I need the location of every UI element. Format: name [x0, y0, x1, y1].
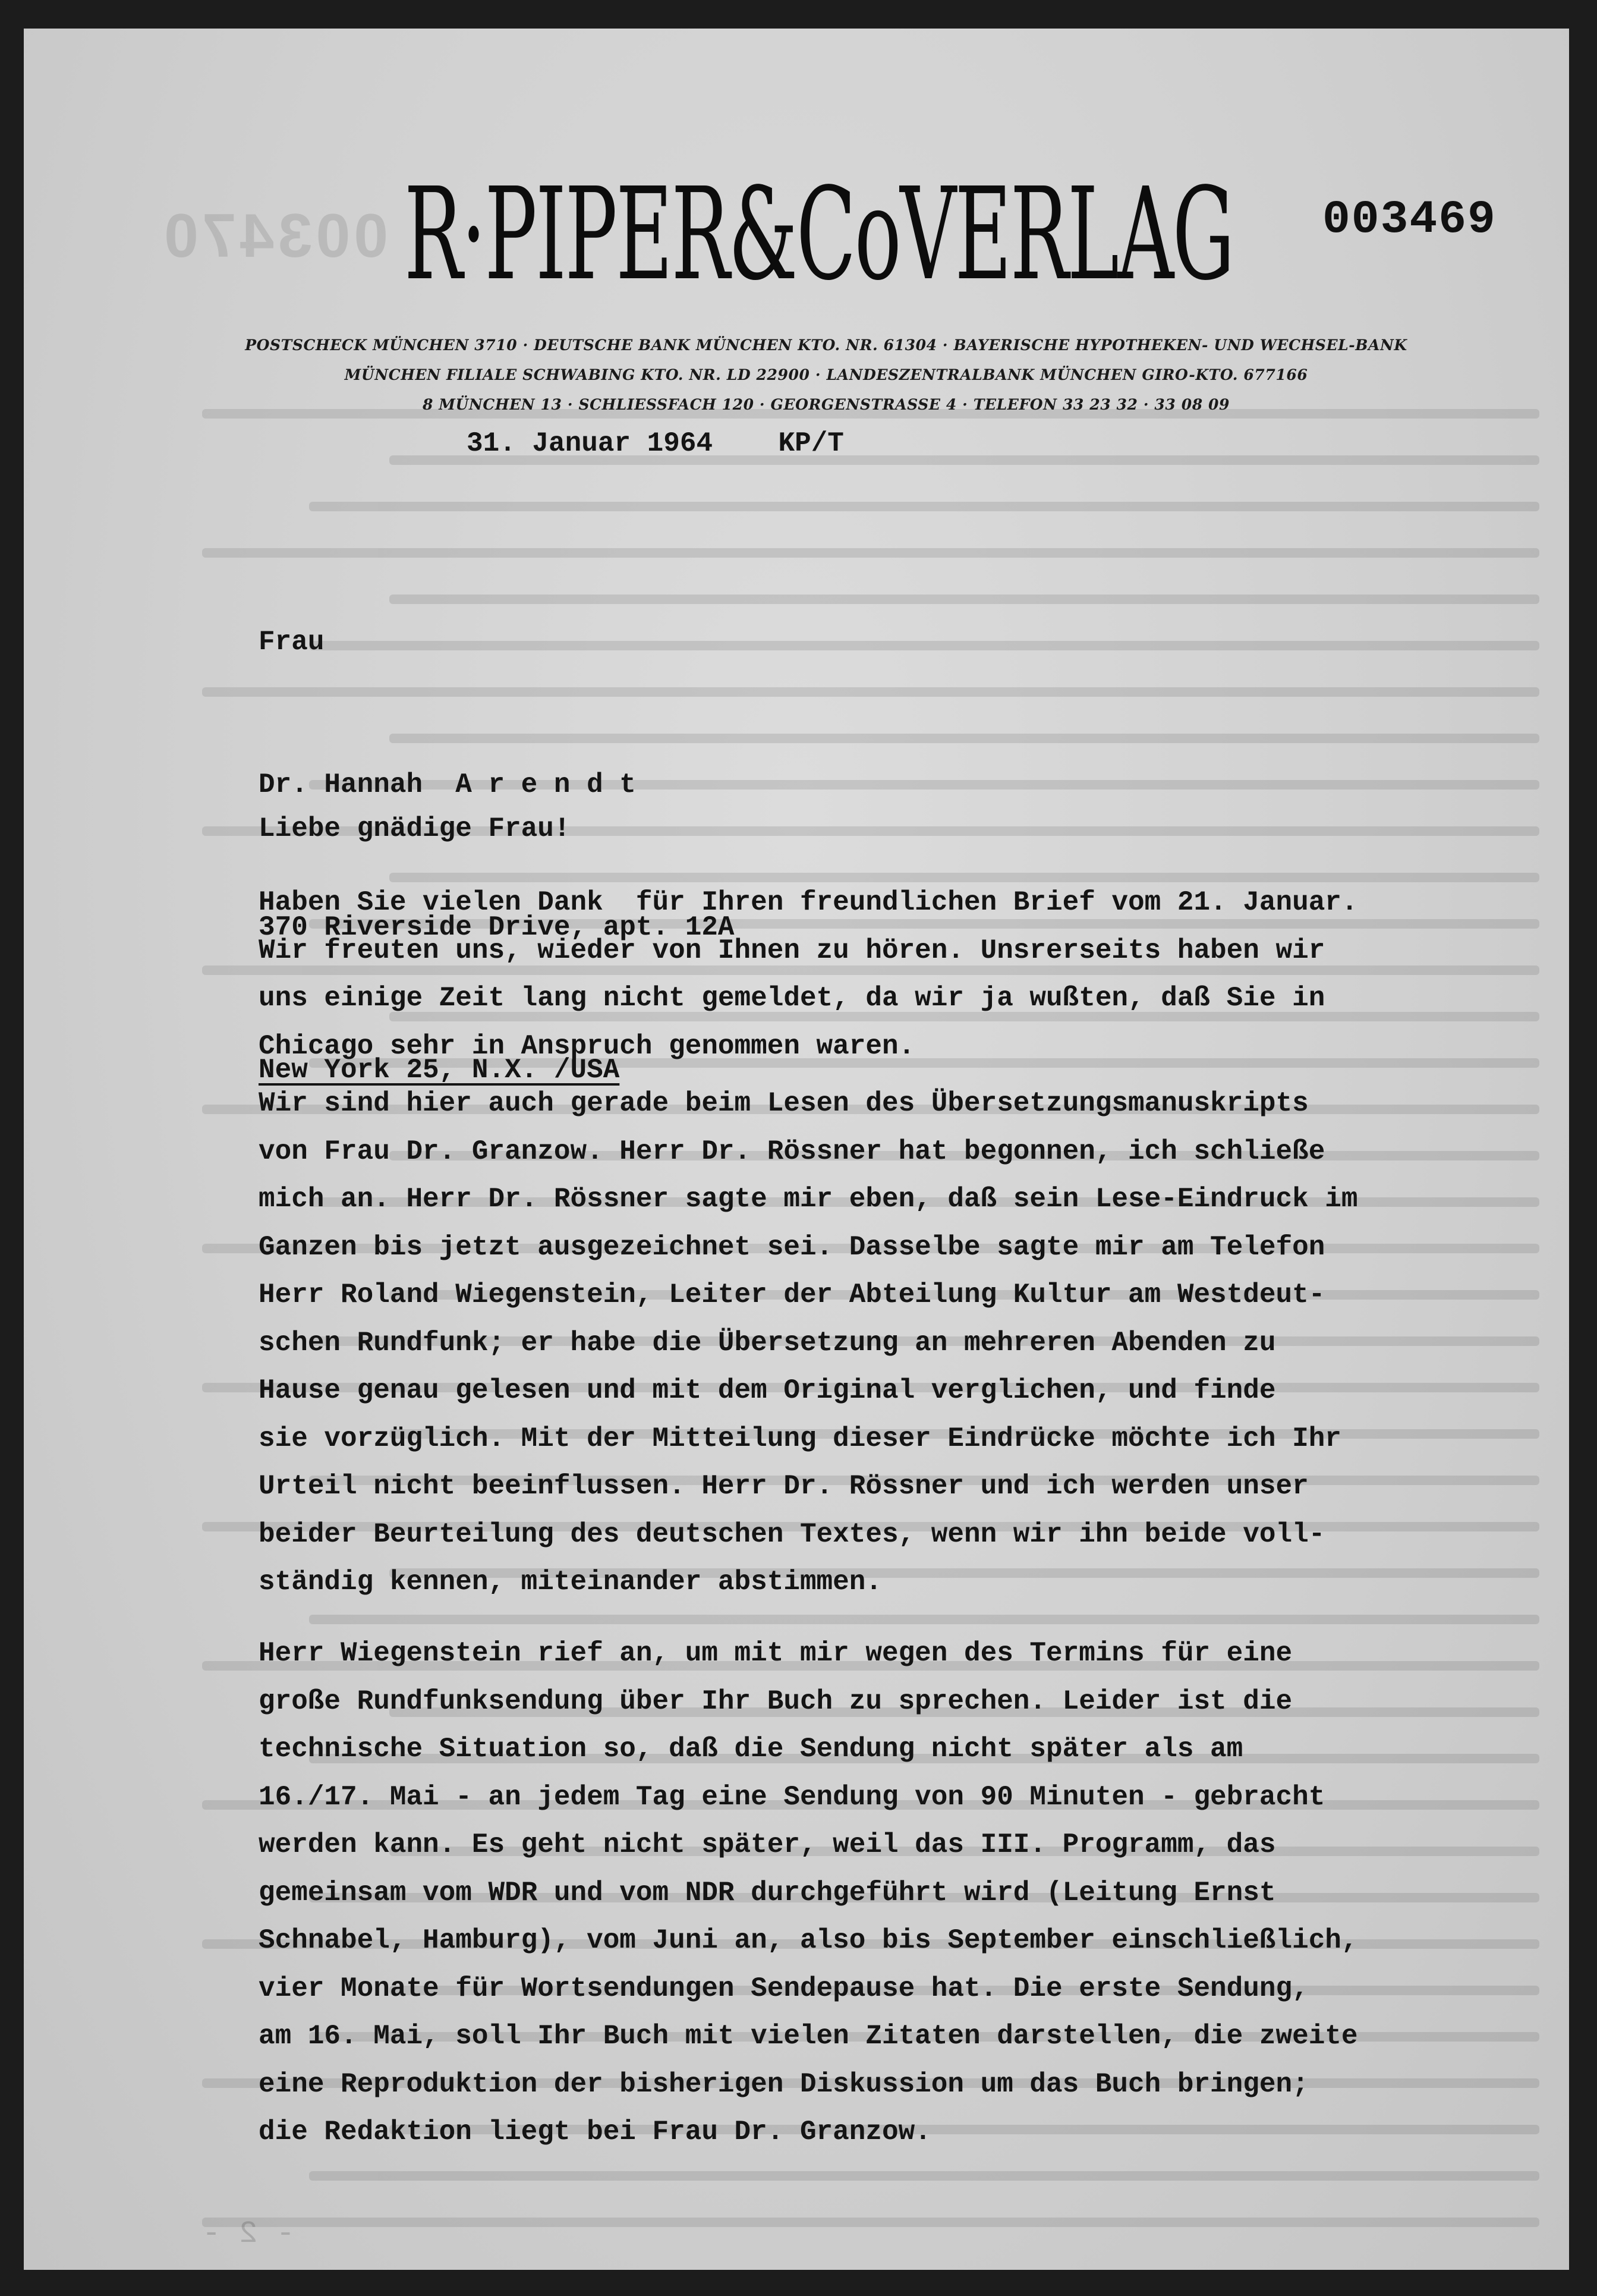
text-line: am 16. Mai, soll Ihr Buch mit vielen Zitaten darstellen, die zweite	[259, 2021, 1358, 2052]
bleed-through-page-number: - 2 -	[202, 2216, 295, 2251]
text-line: Urteil nicht beeinflussen. Herr Dr. Rössner und ich werden unser	[259, 1471, 1309, 1502]
archive-stamp-number: 003469	[1322, 194, 1497, 246]
letter-page	[24, 29, 1569, 2270]
text-line: Wir sind hier auch gerade beim Lesen des Übersetzungsmanuskripts	[259, 1088, 1309, 1119]
paragraph-3	[259, 1630, 1358, 2156]
text-line: Herr Roland Wiegenstein, Leiter der Abteilung Kultur am Westdeut-	[259, 1279, 1325, 1310]
text-line: 16./17. Mai - an jedem Tag eine Sendung von 90 Minuten - gebracht	[259, 1781, 1325, 1813]
text-line: Chicago sehr in Anspruch genommen waren.	[259, 1030, 915, 1062]
text-line: Ganzen bis jetzt ausgezeichnet sei. Dasselbe sagte mir am Telefon	[259, 1231, 1325, 1263]
text-line: mich an. Herr Dr. Rössner sagte mir eben, daß sein Lese-Eindruck im	[259, 1184, 1358, 1215]
text-line: Hause genau gelesen und mit dem Original verglichen, und finde	[259, 1375, 1276, 1406]
publisher-logo	[404, 165, 1236, 308]
bleed-through-number: 003470	[160, 202, 389, 271]
logo-text: R·PIPER&CoVERLAG	[404, 165, 1233, 308]
text-line: schen Rundfunk; er habe die Übersetzung an mehreren Abenden zu	[259, 1327, 1276, 1358]
address-street: 370 Riverside Drive, apt. 12A	[259, 912, 735, 943]
text-line: werden kann. Es geht nicht später, weil das III. Programm, das	[259, 1829, 1276, 1860]
text-line: Herr Wiegenstein rief an, um mit mir wegen des Termins für eine	[259, 1638, 1293, 1669]
text-line: von Frau Dr. Granzow. Herr Dr. Rössner hat begonnen, ich schließe	[259, 1136, 1325, 1167]
text-line: sie vorzüglich. Mit der Mitteilung dieser Eindrücke möchte ich Ihr	[259, 1423, 1341, 1454]
text-line: große Rundfunksendung über Ihr Buch zu sprechen. Leider ist die	[259, 1685, 1293, 1717]
bank-info-line: 8 MÜNCHEN 13 · SCHLIESSFACH 120 · GEORGENSTRASSE 4 · TELEFON 33 23 32 · 33 08 09	[422, 396, 1230, 413]
text-line: ständig kennen, miteinander abstimmen.	[259, 1567, 882, 1597]
date-line: 31. Januar 1964 KP/T	[467, 428, 844, 459]
address-name: Dr. Hannah A r e n d t	[259, 769, 636, 800]
address-city: New York 25, N.X. /USA	[259, 1055, 620, 1086]
bank-info-line: MÜNCHEN FILIALE SCHWABING KTO. NR. LD 22900 · LANDESZENTRALBANK MÜNCHEN GIRO-KTO. 677166	[344, 366, 1308, 383]
text-line: die Redaktion liegt bei Frau Dr. Granzow.	[259, 2116, 931, 2147]
text-line: Haben Sie vielen Dank für Ihren freundlichen Brief vom 21. Januar.	[259, 887, 1358, 918]
text-line: Schnabel, Hamburg), vom Juni an, also bis September einschließlich,	[259, 1925, 1358, 1956]
text-line: Wir freuten uns, wieder von Ihnen zu hören. Unsrerseits haben wir	[259, 935, 1325, 966]
text-line: beider Beurteilung des deutschen Textes, wenn wir ihn beide voll-	[259, 1518, 1325, 1550]
text-line: vier Monate für Wortsendungen Sendepause hat. Die erste Sendung,	[259, 1973, 1309, 2004]
text-line: gemeinsam vom WDR und vom NDR durchgeführt wird (Leitung Ernst	[259, 1877, 1276, 1908]
paragraph-2	[259, 1080, 1358, 1606]
address-salutation: Frau	[259, 627, 325, 658]
text-line: uns einige Zeit lang nicht gemeldet, da wir ja wußten, daß Sie in	[259, 983, 1325, 1014]
letterhead-bank-info	[143, 331, 1510, 420]
bank-info-line: POSTSCHECK MÜNCHEN 3710 · DEUTSCHE BANK MÜNCHEN KTO. NR. 61304 · BAYERISCHE HYPOTHEKEN- UND WECHSEL-BANK	[245, 336, 1407, 354]
text-line: eine Reproduktion der bisherigen Diskussion um das Buch bringen;	[259, 2068, 1309, 2100]
paragraph-1	[259, 879, 1358, 1070]
text-line: technische Situation so, daß die Sendung nicht später als am	[259, 1734, 1243, 1765]
greeting: Liebe gnädige Frau!	[259, 813, 571, 844]
